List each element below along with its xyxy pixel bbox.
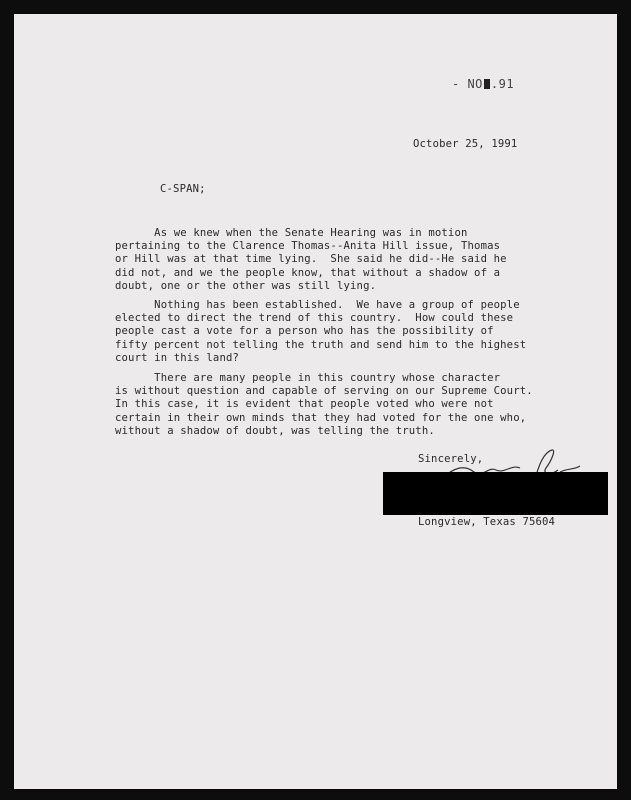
letter-date: October 25, 1991 — [413, 138, 518, 150]
redaction-bar — [383, 472, 608, 515]
letter-paragraph-3: There are many people in this country whose character is without question and capable of serving on our Supreme Court. In this case, it is evident that people voted who were not certain in their own minds that they had voted for the one who, without a shadow of doubt, was telling the truth. — [115, 372, 533, 437]
letter-page — [14, 14, 617, 789]
sender-address: Longview, Texas 75604 — [418, 516, 556, 528]
date-received-stamp — [452, 77, 514, 91]
stamp-blot — [484, 79, 490, 89]
stamp-suffix: .91 — [490, 77, 515, 91]
letter-paragraph-2: Nothing has been established. We have a group of people elected to direct the trend of this country. How could these people cast a vote for a person who has the possibility of fifty percent not telling the truth and send him to the highest court in this land? — [115, 299, 527, 364]
stamp-prefix: - NO — [452, 77, 483, 91]
letter-paragraph-1: As we knew when the Senate Hearing was in motion pertaining to the Clarence Thomas--Anita Hill issue, Thomas or Hill was at that time lying. She said he did--He said he did not, and we the people know, that without a shadow of a doubt, one or the other was still lying. — [115, 227, 507, 292]
letter-salutation: C-SPAN; — [160, 183, 206, 195]
letter-closing: Sincerely, — [418, 453, 484, 465]
